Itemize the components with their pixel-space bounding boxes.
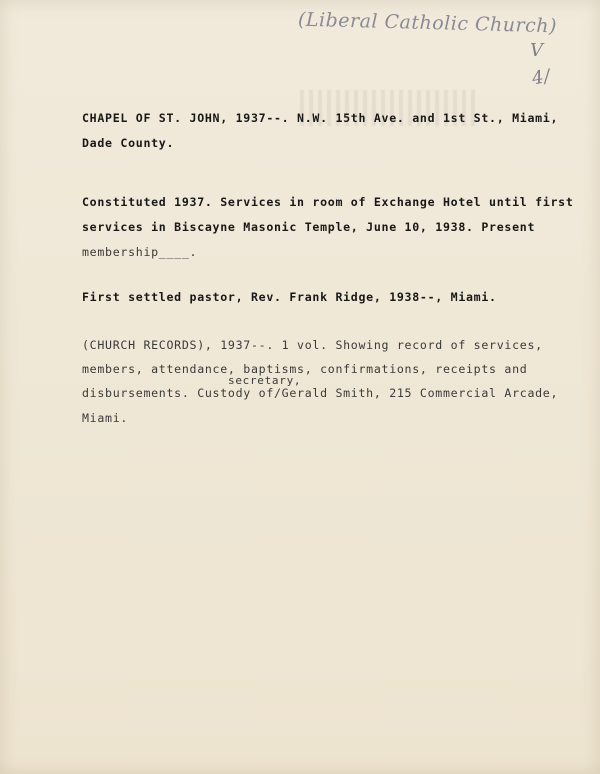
handwritten-annotation: (Liberal Catholic Church) [297, 8, 558, 38]
history-line-3: membership____. [82, 245, 198, 259]
pastor-line: First settled pastor, Rev. Frank Ridge, 1938--, Miami. [82, 290, 497, 304]
handwritten-margin-mark: 4/ [530, 65, 553, 90]
handwritten-check-mark: V [530, 40, 544, 61]
records-insertion: secretary, [228, 374, 302, 387]
records-line-3: disbursements. Custody of/Gerald Smith, 215 Commercial Arcade, [82, 386, 559, 400]
history-line-2: services in Biscayne Masonic Temple, June 10, 1938. Present [82, 220, 536, 234]
records-line-1: (CHURCH RECORDS), 1937--. 1 vol. Showing record of services, [82, 338, 543, 352]
entry-heading-line-1: CHAPEL OF ST. JOHN, 1937--. N.W. 15th Ave. and 1st St., Miami, [82, 111, 559, 125]
records-line-2: members, attendance, baptisms, confirmations, receipts and [82, 362, 528, 376]
records-line-4: Miami. [82, 411, 129, 425]
history-line-1: Constituted 1937. Services in room of Exchange Hotel until first [82, 195, 574, 209]
entry-heading-line-2: Dade County. [82, 136, 175, 150]
